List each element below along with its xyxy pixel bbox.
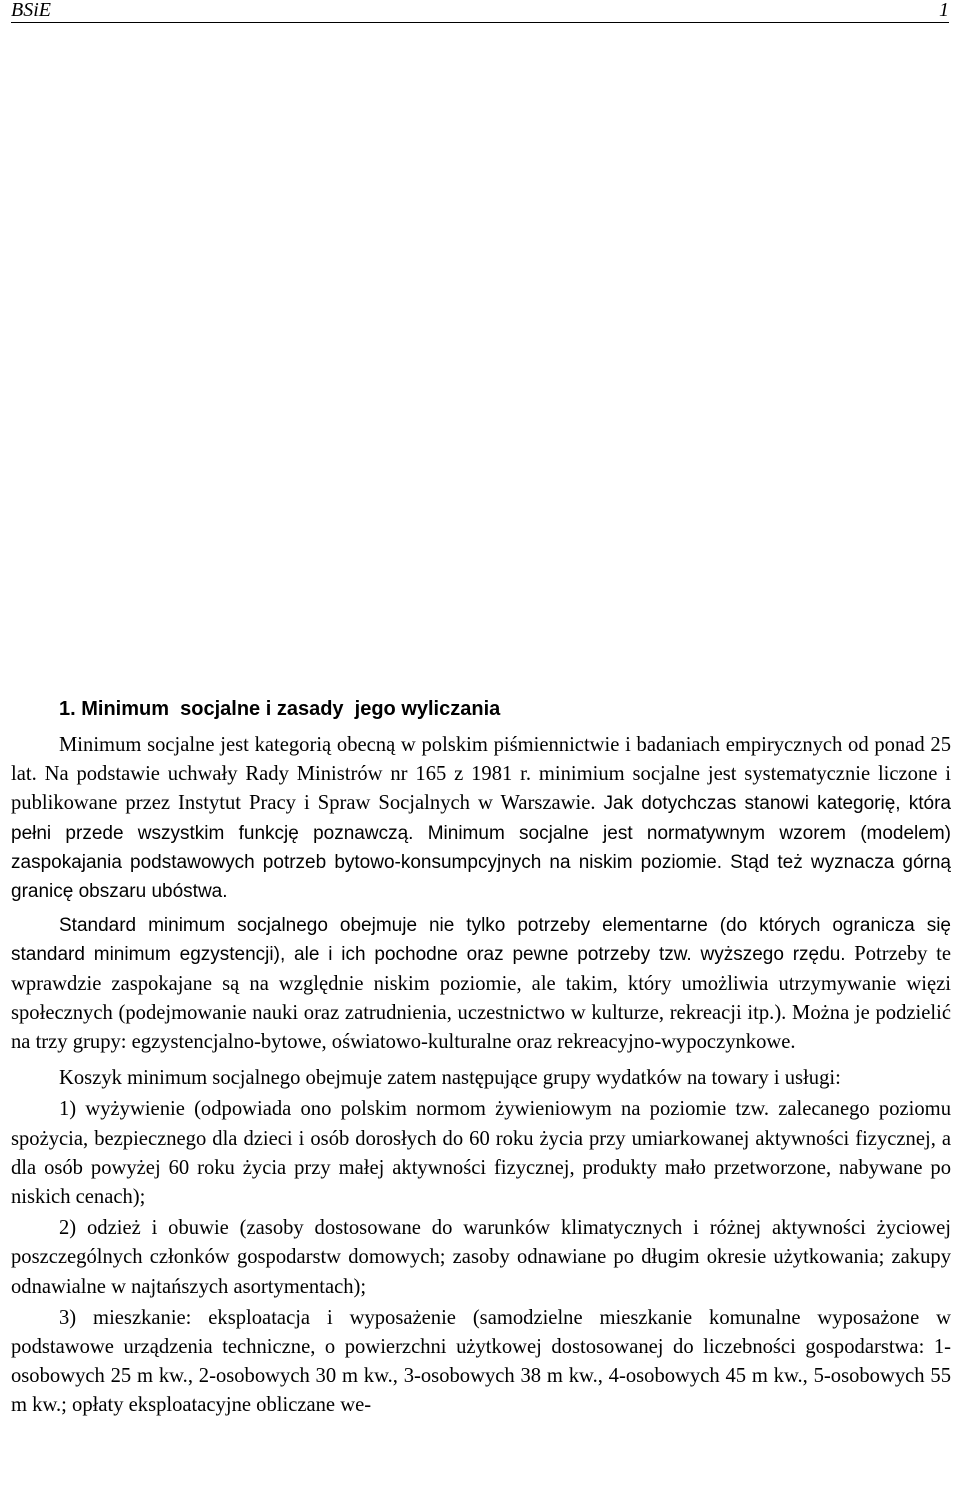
paragraph-standard bbox=[11, 911, 951, 1057]
list-item-food: 1) wyżywienie (odpowiada ono polskim normom żywieniowym na poziomie tzw. zalecanego poziomu spożycia, bezpiecznego dla dzieci i osób dorosłych do 60 roku życia przy umiarkowanej aktywności fizycznej, a dla osób powyżej 60 roku życia przy małej aktywności fizycznej, produkty mało przetworzone, nabywane po niskich cenach); bbox=[11, 1098, 951, 1209]
page-header bbox=[11, 0, 949, 23]
list-item-housing: 3) mieszkanie: eksploatacja i wyposażenie (samodzielne mieszkanie komunalne wyposażone w podstawowe urządzenia techniczne, o powierzchni użytkowej dostosowanej do liczebności gospodarstwa: 1-osobowych 25 m kw., 2-osobowych 30 m kw., 3-osobowych 38 m kw., 4-osobowych 45 m kw., 5-osobowych 55 m kw.; opłaty eksploatacyjne obliczane we- bbox=[11, 1306, 951, 1417]
section-heading: 1. Minimum socjalne i zasady jego wyliczania bbox=[59, 698, 501, 720]
paragraph-basket: Koszyk minimum socjalnego obejmuje zatem następujące grupy wydatków na towary i usługi: bbox=[59, 1067, 841, 1090]
paragraph-intro-serif: Minimum socjalne jest kategorią obecną w polskim piśmiennictwie i badaniach empirycznych od ponad 25 lat. Na podstawie uchwały Rady Ministrów nr 165 z 1981 r. minimium socjalne jest systematycznie liczone i publikowane przez Instytut Pracy i Spraw Socjalnych w Warszawie. bbox=[11, 734, 951, 815]
paragraph-standard-sans: Standard minimum socjalnego obejmuje nie tylko potrzeby elementarne (do których ogranicza się standard minimum egzystencji), ale i ich pochodne oraz pewne potrzeby tzw. wyższego rzędu. bbox=[11, 915, 951, 966]
header-title: BSiE bbox=[11, 0, 51, 21]
paragraph-intro-sans: Jak dotychczas stanowi kategorię, która pełni przede wszystkim funkcję poznawczą. Minimum socjalne jest normatywnym wzorem (modelem) zaspokajania podstawowych potrzeb bytowo-konsumpcyjnych na niskim poziomie. Stąd też wyznacza górną granicę obszaru ubóstwa. bbox=[11, 793, 951, 903]
paragraph-intro bbox=[11, 731, 951, 906]
body-text bbox=[11, 731, 951, 1421]
list-item-clothing: 2) odzież i obuwie (zasoby dostosowane do warunków klimatycznych i różnej aktywności życiowej poszczególnych członków gospodarstw domowych; zasoby odnawiane po długim okresie użytkowania; zakupy odnawialne w najtańszych asortymentach); bbox=[11, 1217, 951, 1298]
paragraph-standard-serif: Potrzeby te wprawdzie zaspokajane są na względnie niskim poziomie, ale takim, który umożliwia utrzymywanie więzi społecznych (podejmowanie nauki oraz zatrudnienia, uczestnictwo w kulturze, rekreacji itp.). Można je podzielić na trzy grupy: egzystencjalno-bytowe, oświatowo-kulturalne oraz rekreacyjno-wypoczynkowe. bbox=[11, 943, 951, 1054]
page-number: 1 bbox=[939, 0, 949, 21]
